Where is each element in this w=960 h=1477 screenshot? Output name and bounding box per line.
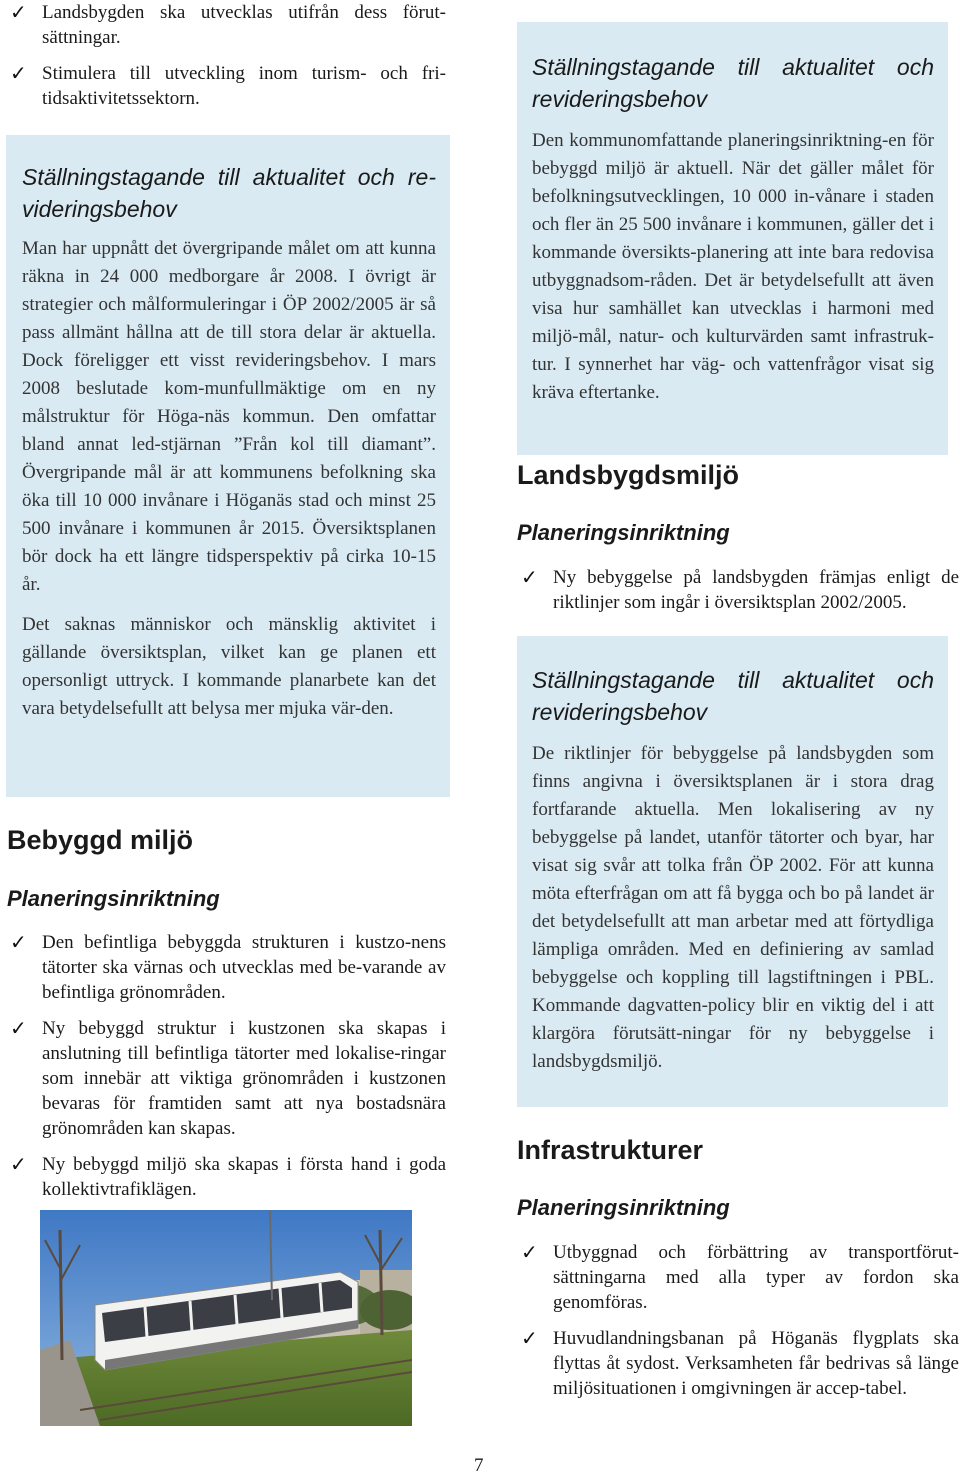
list-item: ✓ Ny bebyggd struktur i kustzonen ska skapas i anslutning till befintliga tätorter med lokalise-ringar som innebär att viktiga grönområden i kustzonen bevaras för framtiden samt att nya bostadsnära grönområden kan skapas. [10,1016,446,1139]
list-item: ✓ Huvudlandningsbanan på Höganäs flygplats ska flyttas åt sydost. Verksamheten får bedrivas så länge miljösituationen i omgivningen är accep-tabel. [521,1326,959,1399]
check-icon: ✓ [521,565,538,589]
infrastruktur-check-list [519,1240,959,1401]
check-icon: ✓ [10,1016,27,1040]
section-heading-infrastruktur: Infrastrukturer [517,1135,704,1165]
status-box-right-2 [517,636,948,1107]
bebyggd-check-list [8,930,446,1202]
list-item: ✓ Den befintliga bebyggda strukturen i kustzo-nens tätorter ska värnas och utvecklas med be-varande av befintliga grönområden. [10,930,446,1003]
box-paragraph: Det saknas människor och mänsklig aktivitet i gällande översiktsplan, vilket kan ge planen ett opersonligt uttryck. I kommande planarbete kan det vara betydelsefullt att belysa mer mjuka vär-den. [22,614,436,719]
list-item: ✓ Landsbygden ska utvecklas utifrån dess förut-sättningar. [10,0,446,48]
status-box-left [6,135,450,797]
tram-illustration [40,1210,412,1426]
subheading-planering: Planeringsinriktning [517,1195,730,1220]
check-icon: ✓ [521,1326,538,1350]
section-heading-landsbygd: Landsbygdsmiljö [517,460,740,490]
box-paragraph: Man har uppnått det övergripande målet om att kunna räkna in 24 000 medborgare år 2008. I övrigt är strategier och målformuleringar i ÖP 2002/2005 är så pass allmänt hållna att de till stora delar är aktuella. Dock föreligger ett visst revideringsbehov. I mars 2008 beslutade kom-munfullmäktige om en ny målstruktur för Höga-näs kommun. Den omfattar bland annat led-stjärnan ”Från kol till diamant”. Övergripande mål är att kommunens befolkning ska öka till 10 000 invånare i Höganäs stad och minst 25 500 invånare i kommunen år 2015. Översiktsplanen bör dock ha ett längre tidsperspektiv på cirka 10-15 år. [22,238,436,595]
list-item: ✓ Stimulera till utveckling inom turism- och fri-tidsaktivitetssektorn. [10,61,446,109]
check-icon: ✓ [10,1152,27,1176]
check-icon: ✓ [10,0,27,24]
section-heading-bebyggd: Bebyggd miljö [7,825,194,855]
box-paragraph: Den kommunomfattande planeringsinriktning-en för bebyggd miljö är aktuell. När det gäller målet för befolkningsutvecklingen, 10 000 in-vånare i staden och fler än 25 500 invånare i kommunen, gäller det i kommande översikts-planering att inte bara redovisa utbyggnadsom-råden. Det är betydelsefullt att även visa hur samhället kan utvecklas i harmoni med miljö-mål, natur- och kulturvärden samt infrastruk-tur. I synnerhet har väg- och vattenfrågor visat sig kräva eftertanke. [532,130,934,403]
landsbygd-check-list [519,565,959,615]
subheading-planering: Planeringsinriktning [517,520,730,545]
check-icon: ✓ [10,61,27,85]
top-check-list [8,0,446,111]
check-icon: ✓ [521,1240,538,1264]
box-heading: Ställningstagande till aktualitet och re-videringsbehov [22,164,436,222]
box-paragraph: De riktlinjer för bebyggelse på landsbygden som finns angivna i översiktsplanen är i stora drag fortfarande aktuella. Men lokalisering av ny bebyggelse på landet, utanför tätorter och byar, har visat sig svår att tolka från ÖP 2002. För att kunna möta efterfrågan om att få bygga och bo på landet är det betydelsefullt att man arbetar med att förtydliga lämpliga områden. Med en definiering av samlad bebyggelse och koppling till lagstiftningen i PBL. Kommande dagvatten-policy blir en viktig del i att klargöra förutsätt-ningar för ny bebyggelse i landsbygdsmiljö. [532,743,934,1072]
box-heading: Ställningstagande till aktualitet och revideringsbehov [532,667,934,725]
status-box-right-1 [517,22,948,455]
box-heading: Ställningstagande till aktualitet och revideringsbehov [532,54,934,112]
page-number: 7 [474,1455,484,1476]
list-item: ✓ Ny bebyggd miljö ska skapas i första hand i goda kollektivtrafiklägen. [10,1152,446,1200]
list-item: ✓ Ny bebyggelse på landsbygden främjas enligt de riktlinjer som ingår i översiktsplan 2002/2005. [521,565,959,613]
tram-photo [40,1210,412,1426]
subheading-planering: Planeringsinriktning [7,886,220,911]
list-item: ✓ Utbyggnad och förbättring av transportförut-sättningarna med alla typer av fordon ska genomföras. [521,1240,959,1313]
check-icon: ✓ [10,930,27,954]
